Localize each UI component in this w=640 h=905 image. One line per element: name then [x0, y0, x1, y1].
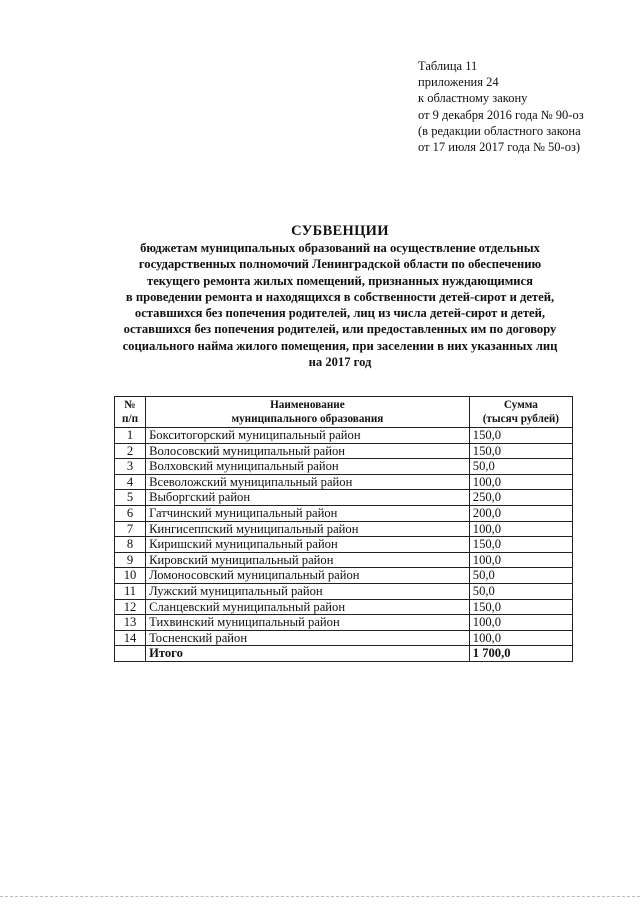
row-sum: 150,0	[469, 599, 572, 615]
table-row	[115, 568, 573, 584]
header-note-line: от 17 июля 2017 года № 50-оз)	[418, 140, 581, 155]
header-note-line: приложения 24	[418, 75, 499, 90]
header-sum-line1: Сумма	[503, 399, 538, 411]
row-num: 14	[115, 630, 146, 646]
row-sum: 50,0	[469, 568, 572, 584]
row-sum: 100,0	[469, 630, 572, 646]
document-title: СУБВЕНЦИИ	[291, 223, 389, 239]
table-row	[115, 630, 573, 646]
header-name	[146, 397, 470, 428]
row-name: Тосненский район	[146, 630, 470, 646]
row-num: 1	[115, 428, 146, 444]
row-num: 11	[115, 583, 146, 599]
row-sum: 150,0	[469, 443, 572, 459]
title-line: оставшихся без попечения родителей, лиц из числа детей-сирот и детей,	[134, 306, 546, 321]
header-note-line: к областному закону	[418, 91, 528, 106]
row-name: Тихвинский муниципальный район	[146, 615, 470, 631]
title-line: бюджетам муниципальных образований на осуществление отдельных	[140, 241, 540, 255]
row-num: 4	[115, 474, 146, 490]
row-name: Сланцевский муниципальный район	[146, 599, 470, 615]
table-row	[115, 428, 573, 444]
row-name: Лужский муниципальный район	[146, 583, 470, 599]
row-num: 9	[115, 552, 146, 568]
row-sum: 50,0	[469, 459, 572, 475]
title-line: на 2017 год	[308, 355, 372, 370]
row-sum: 50,0	[469, 583, 572, 599]
table-row	[115, 474, 573, 490]
row-name: Гатчинский муниципальный район	[146, 505, 470, 521]
table-total-row	[115, 646, 573, 662]
row-num: 8	[115, 537, 146, 553]
header-sum	[469, 397, 572, 428]
page-bottom-scan-line	[0, 896, 640, 898]
row-name: Всеволожский муниципальный район	[146, 474, 470, 490]
title-line: в проведении ремонта и находящихся в собственности детей-сирот и детей,	[125, 289, 555, 304]
subventions-table	[114, 396, 573, 662]
table-row	[115, 490, 573, 506]
row-sum: 100,0	[469, 474, 572, 490]
row-name: Кировский муниципальный район	[146, 552, 470, 568]
header-note	[418, 58, 584, 155]
row-num: 12	[115, 599, 146, 615]
row-num: 6	[115, 505, 146, 521]
row-name: Киришский муниципальный район	[146, 537, 470, 553]
title-line: государственных полномочий Ленинградской области по обеспечению	[138, 257, 542, 272]
total-num	[115, 646, 146, 662]
total-sum: 1 700,0	[469, 646, 572, 662]
row-sum: 250,0	[469, 490, 572, 506]
table-row	[115, 505, 573, 521]
table-row	[115, 521, 573, 537]
row-name: Ломоносовский муниципальный район	[146, 568, 470, 584]
row-sum: 100,0	[469, 552, 572, 568]
header-num-line2: п/п	[122, 413, 139, 425]
row-name: Кингисеппский муниципальный район	[146, 521, 470, 537]
table-row	[115, 537, 573, 553]
table-header-row	[115, 397, 573, 428]
row-name: Выборгский район	[146, 490, 470, 506]
row-num: 3	[115, 459, 146, 475]
row-num: 10	[115, 568, 146, 584]
header-sum-line2: (тысяч рублей)	[482, 413, 560, 425]
header-num	[115, 397, 146, 428]
row-sum: 200,0	[469, 505, 572, 521]
row-sum: 100,0	[469, 521, 572, 537]
title-line: текущего ремонта жилых помещений, признанных нуждающимися	[147, 273, 533, 288]
row-sum: 150,0	[469, 537, 572, 553]
row-num: 13	[115, 615, 146, 631]
table-row	[115, 443, 573, 459]
row-name: Бокситогорский муниципальный район	[146, 428, 470, 444]
header-note-line: Таблица 11	[418, 59, 478, 73]
table-row	[115, 459, 573, 475]
document-title-block	[60, 222, 620, 370]
row-name: Волосовский муниципальный район	[146, 443, 470, 459]
row-sum: 100,0	[469, 615, 572, 631]
header-note-line: от 9 декабря 2016 года № 90-оз	[418, 107, 584, 122]
title-line: социального найма жилого помещения, при заселении в них указанных лиц	[122, 338, 558, 353]
table-row	[115, 583, 573, 599]
total-label: Итого	[146, 646, 470, 662]
header-name-line2: муниципального образования	[231, 413, 384, 425]
header-name-line1: Наименование	[270, 399, 345, 411]
title-line: оставшихся без попечения родителей, или предоставленных им по договору	[123, 322, 557, 337]
table-row	[115, 552, 573, 568]
row-num: 5	[115, 490, 146, 506]
row-sum: 150,0	[469, 428, 572, 444]
row-num: 7	[115, 521, 146, 537]
table-row	[115, 599, 573, 615]
header-note-line: (в редакции областного закона	[418, 123, 581, 138]
row-num: 2	[115, 443, 146, 459]
table-row	[115, 615, 573, 631]
header-num-line1: №	[124, 399, 136, 411]
row-name: Волховский муниципальный район	[146, 459, 470, 475]
